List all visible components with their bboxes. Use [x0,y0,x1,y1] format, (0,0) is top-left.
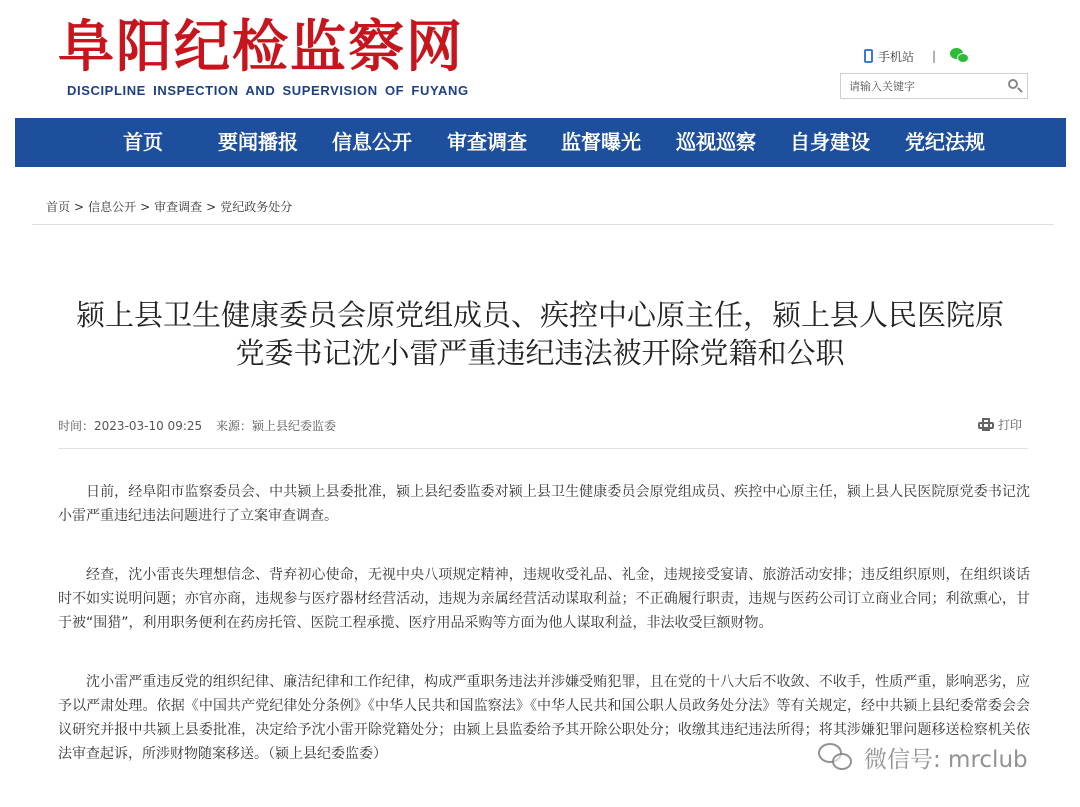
wechat-watermark [818,741,1028,774]
main-nav [15,118,1066,167]
printer-icon[interactable] [978,418,994,431]
breadcrumb-divider [32,224,1054,225]
article-meta [58,417,336,434]
print-label[interactable]: 打印 [998,418,1023,432]
article-title-line-1: 颍上县卫生健康委员会原党组成员、疾控中心原主任，颍上县人民医院原 [75,298,1004,332]
article-time: 时间：2023-03-10 09:25 [58,419,203,433]
nav-item-inspection[interactable]: 巡视巡察 [676,130,756,154]
top-links [864,47,970,65]
site-header [0,0,1080,118]
phone-icon[interactable] [864,49,873,63]
nav-item-investigation[interactable]: 审查调查 [447,130,527,154]
nav-item-home[interactable]: 首页 [123,130,163,154]
wechat-watermark-icon [818,743,854,773]
site-logo[interactable]: 阜阳纪检监察网 [58,14,464,80]
breadcrumb-investigation[interactable]: 审查调查 [154,200,203,214]
article-paragraph-1: 日前，经阜阳市监察委员会、中共颍上县委批准，颍上县纪委监委对颍上县卫生健康委员会原党组成员、疾控中心原主任，颍上县人民医院原党委书记沈小雷严重违纪违法问题进行了立案审查调查。 [58,484,1030,524]
article-paragraph-3: 沈小雷严重违反党的组织纪律、廉洁纪律和工作纪律，构成严重职务违法并涉嫌受贿犯罪，且在党的十八大后不收敛、不收手，性质严重，影响恶劣，应予以严肃处理。依据《中国共产党纪律处分条例》《中华人民共和国监察法》《中华人民共和国公职人员政务处分法》等有关规定，经中共颍上县纪委常委会会议研究并报中共颍上县委批准，决定给予沈小雷开除党籍处分；由颍上县监委给予其开除公职处分；收缴其违纪违法所得；将其涉嫌犯罪问题移送检察机关依法审查起诉，所涉财物随案移送。（颍上县纪委监委） [58,674,1030,762]
nav-item-self-building[interactable]: 自身建设 [790,130,870,154]
watermark-text: 微信号: mrclub [864,747,1028,773]
breadcrumb [46,198,292,215]
article-paragraph-2: 经查，沈小雷丧失理想信念、背弃初心使命，无视中央八项规定精神，违规收受礼品、礼金，违规接受宴请、旅游活动安排；违反组织原则，在组织谈话时不如实说明问题；亦官亦商，违规参与医疗器材经营活动，违规为亲属经营活动谋取利益；不正确履行职责，违规与医药公司订立商业合同；利欲熏心，甘于被“围猎”，利用职务便利在药房托管、医院工程承揽、医疗用品采购等方面为他人谋取利益，非法收受巨额财物。 [58,567,1030,631]
breadcrumb-separator: > [140,200,151,214]
nav-item-supervision[interactable]: 监督曝光 [561,130,641,154]
breadcrumb-discipline-sanctions[interactable]: 党纪政务处分 [220,200,293,214]
nav-item-regulations[interactable]: 党纪法规 [905,130,985,154]
nav-item-news[interactable]: 要闻播报 [218,130,298,154]
top-links-separator: | [932,49,937,63]
breadcrumb-info-disclosure[interactable]: 信息公开 [88,200,137,214]
print-button[interactable] [978,416,1022,433]
wechat-icon[interactable] [950,48,970,64]
article-title-line-2: 党委书记沈小雷严重违纪违法被开除党籍和公职 [235,336,845,370]
nav-item-info-disclosure[interactable]: 信息公开 [332,130,412,154]
mobile-site-link[interactable]: 手机站 [878,49,915,64]
breadcrumb-separator: > [74,200,85,214]
search-input[interactable] [841,74,1001,98]
meta-divider [58,448,1028,449]
breadcrumb-separator: > [206,200,217,214]
site-logo-english: DISCIPLINE INSPECTION AND SUPERVISION OF FUYANG [67,83,469,98]
search-box [840,73,1028,99]
search-icon[interactable] [1007,78,1023,94]
article-source: 来源：颍上县纪委监委 [215,419,336,433]
breadcrumb-home[interactable]: 首页 [46,200,71,214]
article-title [50,296,1030,372]
